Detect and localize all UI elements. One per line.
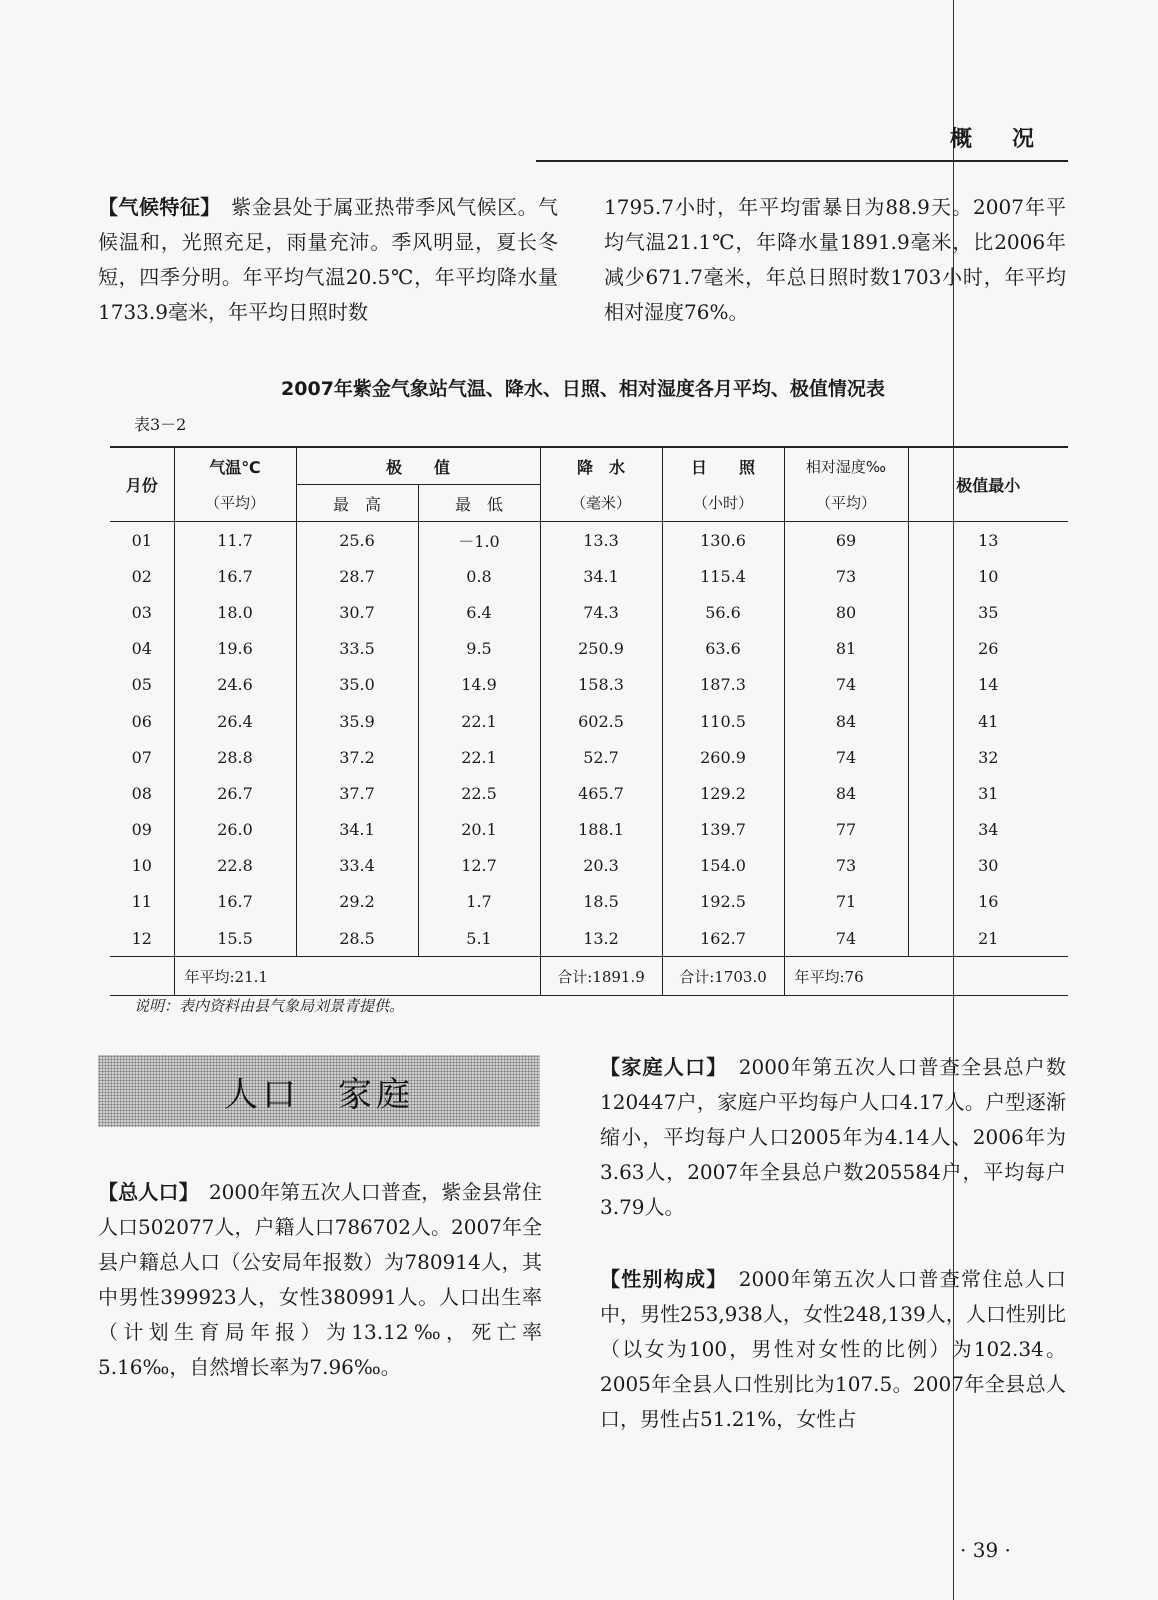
- cell-temp-avg: 11.7: [174, 522, 296, 559]
- cell-humidity: 74: [784, 739, 908, 775]
- cell-temp-max: 33.5: [296, 631, 418, 667]
- table-row: [110, 812, 1068, 848]
- gender-paragraph: [600, 1262, 1066, 1437]
- table-row: [110, 594, 1068, 630]
- cell-month: 04: [131, 639, 152, 659]
- section-title: 人口 家庭: [224, 1074, 414, 1115]
- footer-humidity-avg: 年平均:76: [784, 957, 1068, 996]
- cell-temp-max: 29.2: [296, 884, 418, 920]
- cell-temp-min: 6.4: [418, 594, 540, 630]
- cell-extreme-min: 26: [908, 631, 1068, 667]
- cell-temp-max: 37.7: [296, 775, 418, 811]
- cell-month: 05: [131, 675, 152, 695]
- cell-humidity: 84: [784, 703, 908, 739]
- table-row: [110, 522, 1068, 559]
- cell-month: 07: [131, 747, 152, 767]
- table-row: [110, 739, 1068, 775]
- cell-temp-avg: 16.7: [174, 884, 296, 920]
- footer-sun-total: 合计:1703.0: [662, 957, 784, 996]
- cell-sunshine: 154.0: [662, 848, 784, 884]
- cell-temp-max: 35.9: [296, 703, 418, 739]
- cell-temp-avg: 15.5: [174, 920, 296, 957]
- header-rain-sub: （毫米）: [540, 485, 662, 522]
- cell-humidity: 73: [784, 848, 908, 884]
- cell-sunshine: 129.2: [662, 775, 784, 811]
- page-number: · 39 ·: [960, 1538, 1011, 1562]
- cell-extreme-min: 14: [908, 667, 1068, 703]
- cell-humidity: 84: [784, 775, 908, 811]
- header-rule: [536, 160, 1068, 162]
- table-body: [110, 522, 1068, 957]
- cell-sunshine: 192.5: [662, 884, 784, 920]
- cell-rain: 465.7: [540, 775, 662, 811]
- cell-month: 10: [131, 856, 152, 876]
- family-population-text: 2000年第五次人口普查全县总户数120447户，家庭户平均每户人口4.17人。户型逐渐缩小，平均每户人口2005年为4.14人、2006年为3.63人，2007年全县总户数205584户，平均每户3.79人。: [600, 1055, 1067, 1219]
- cell-humidity: 69: [784, 522, 908, 559]
- cell-sunshine: 110.5: [662, 703, 784, 739]
- total-population-tag: 【总人口】: [98, 1180, 189, 1204]
- cell-extreme-min: 30: [908, 848, 1068, 884]
- table-row: [110, 775, 1068, 811]
- cell-temp-min: －1.0: [418, 522, 540, 559]
- cell-humidity: 77: [784, 812, 908, 848]
- climate-paragraph-right: 1795.7小时，年平均雷暴日为88.9天。2007年平均气温21.1℃，年降水量1891.9毫米，比2006年减少671.7毫米，年总日照时数1703小时，年平均相对湿度76%。: [604, 195, 1066, 324]
- table-note: 说明：表内资料由县气象局刘景青提供。: [134, 997, 405, 1015]
- cell-month: 12: [131, 928, 152, 948]
- family-population-paragraph: [600, 1050, 1066, 1225]
- table-row: [110, 631, 1068, 667]
- cell-temp-avg: 26.0: [174, 812, 296, 848]
- footer-rain-total: 合计:1891.9: [540, 957, 662, 996]
- cell-rain: 13.2: [540, 920, 662, 957]
- cell-extreme-min: 32: [908, 739, 1068, 775]
- table-row: [110, 667, 1068, 703]
- header-min: 最 低: [418, 485, 540, 522]
- cell-sunshine: 115.4: [662, 558, 784, 594]
- cell-humidity: 73: [784, 558, 908, 594]
- cell-rain: 602.5: [540, 703, 662, 739]
- weather-table: [110, 446, 1068, 996]
- cell-rain: 52.7: [540, 739, 662, 775]
- cell-extreme-min: 41: [908, 703, 1068, 739]
- climate-tag: 【气候特征】: [98, 195, 211, 219]
- running-header-title: 概况: [950, 127, 1075, 152]
- cell-temp-min: 12.7: [418, 848, 540, 884]
- family-population-tag: 【家庭人口】: [600, 1055, 718, 1079]
- cell-rain: 34.1: [540, 558, 662, 594]
- cell-sunshine: 139.7: [662, 812, 784, 848]
- table-number: 表3－2: [134, 415, 187, 434]
- cell-month: 02: [131, 566, 152, 586]
- cell-extreme-min: 16: [908, 884, 1068, 920]
- cell-temp-avg: 28.8: [174, 739, 296, 775]
- cell-month: 01: [131, 530, 152, 550]
- cell-temp-max: 30.7: [296, 594, 418, 630]
- cell-temp-max: 34.1: [296, 812, 418, 848]
- header-extreme-min: 极值最小: [908, 447, 1068, 522]
- cell-month: 11: [131, 892, 152, 912]
- cell-rain: 13.3: [540, 522, 662, 559]
- cell-rain: 250.9: [540, 631, 662, 667]
- cell-temp-avg: 24.6: [174, 667, 296, 703]
- cell-month: 08: [131, 783, 152, 803]
- footer-empty: [110, 957, 174, 996]
- cell-temp-min: 14.9: [418, 667, 540, 703]
- header-extreme: 极 值: [296, 447, 540, 485]
- cell-humidity: 74: [784, 667, 908, 703]
- cell-month: 03: [131, 602, 152, 622]
- cell-temp-min: 22.1: [418, 739, 540, 775]
- cell-extreme-min: 31: [908, 775, 1068, 811]
- cell-temp-min: 22.1: [418, 703, 540, 739]
- cell-temp-min: 20.1: [418, 812, 540, 848]
- climate-paragraph-left: [98, 190, 558, 330]
- cell-month: 09: [131, 820, 152, 840]
- cell-sunshine: 130.6: [662, 522, 784, 559]
- header-humidity: 相对湿度‰: [784, 447, 908, 485]
- header-max: 最 高: [296, 485, 418, 522]
- cell-temp-avg: 22.8: [174, 848, 296, 884]
- cell-temp-max: 28.5: [296, 920, 418, 957]
- cell-temp-avg: 16.7: [174, 558, 296, 594]
- cell-temp-avg: 18.0: [174, 594, 296, 630]
- cell-sunshine: 56.6: [662, 594, 784, 630]
- cell-humidity: 81: [784, 631, 908, 667]
- cell-rain: 74.3: [540, 594, 662, 630]
- table-title: 2007年紫金气象站气温、降水、日照、相对湿度各月平均、极值情况表: [281, 378, 885, 400]
- cell-temp-max: 28.7: [296, 558, 418, 594]
- gender-text: 2000年第五次人口普查常住总人口中，男性253,938人，女性248,139人，人口性别比（以女为100，男性对女性的比例）为102.34。2005年全县人口性别比为107.5。2007年全县总人口，男性占51.21%，女性占: [600, 1267, 1067, 1431]
- table-row: [110, 884, 1068, 920]
- header-month: 月份: [125, 476, 158, 495]
- cell-temp-min: 5.1: [418, 920, 540, 957]
- cell-humidity: 71: [784, 884, 908, 920]
- cell-temp-avg: 19.6: [174, 631, 296, 667]
- header-temp: 气温℃: [174, 447, 296, 485]
- table-row: [110, 920, 1068, 957]
- cell-month: 06: [131, 711, 152, 731]
- header-rain: 降 水: [540, 447, 662, 485]
- cell-sunshine: 187.3: [662, 667, 784, 703]
- cell-humidity: 80: [784, 594, 908, 630]
- cell-temp-min: 22.5: [418, 775, 540, 811]
- header-sun-sub: （小时）: [662, 485, 784, 522]
- cell-temp-max: 33.4: [296, 848, 418, 884]
- header-humidity-sub: （平均）: [784, 485, 908, 522]
- cell-temp-max: 25.6: [296, 522, 418, 559]
- table-row: [110, 703, 1068, 739]
- cell-temp-avg: 26.7: [174, 775, 296, 811]
- cell-sunshine: 260.9: [662, 739, 784, 775]
- cell-extreme-min: 13: [908, 522, 1068, 559]
- climate-text-left: 紫金县处于属亚热带季风气候区。气候温和，光照充足，雨量充沛。季风明显，夏长冬短，四季分明。年平均气温20.5℃，年平均降水量1733.9毫米，年平均日照时数: [98, 195, 559, 324]
- total-population-paragraph: [98, 1175, 542, 1385]
- cell-temp-max: 35.0: [296, 667, 418, 703]
- cell-temp-max: 37.2: [296, 739, 418, 775]
- cell-rain: 188.1: [540, 812, 662, 848]
- cell-rain: 158.3: [540, 667, 662, 703]
- cell-extreme-min: 34: [908, 812, 1068, 848]
- total-population-text: 2000年第五次人口普查，紫金县常住人口502077人，户籍人口786702人。2007年全县户籍总人口（公安局年报数）为780914人，其中男性399923人，女性380991人。人口出生率（计划生育局年报）为13.12‰，死亡率5.16‰，自然增长率为7.96‰。: [98, 1180, 543, 1379]
- cell-extreme-min: 10: [908, 558, 1068, 594]
- header-sun: 日 照: [662, 447, 784, 485]
- cell-temp-min: 9.5: [418, 631, 540, 667]
- cell-temp-min: 0.8: [418, 558, 540, 594]
- cell-extreme-min: 21: [908, 920, 1068, 957]
- header-temp-sub: （平均）: [174, 485, 296, 522]
- footer-temp-avg: 年平均:21.1: [174, 957, 540, 996]
- cell-temp-min: 1.7: [418, 884, 540, 920]
- cell-extreme-min: 35: [908, 594, 1068, 630]
- gender-tag: 【性别构成】: [600, 1267, 718, 1291]
- cell-humidity: 74: [784, 920, 908, 957]
- cell-sunshine: 162.7: [662, 920, 784, 957]
- table-row: [110, 848, 1068, 884]
- table-row: [110, 558, 1068, 594]
- cell-rain: 20.3: [540, 848, 662, 884]
- cell-sunshine: 63.6: [662, 631, 784, 667]
- cell-rain: 18.5: [540, 884, 662, 920]
- section-banner: [98, 1055, 540, 1127]
- cell-temp-avg: 26.4: [174, 703, 296, 739]
